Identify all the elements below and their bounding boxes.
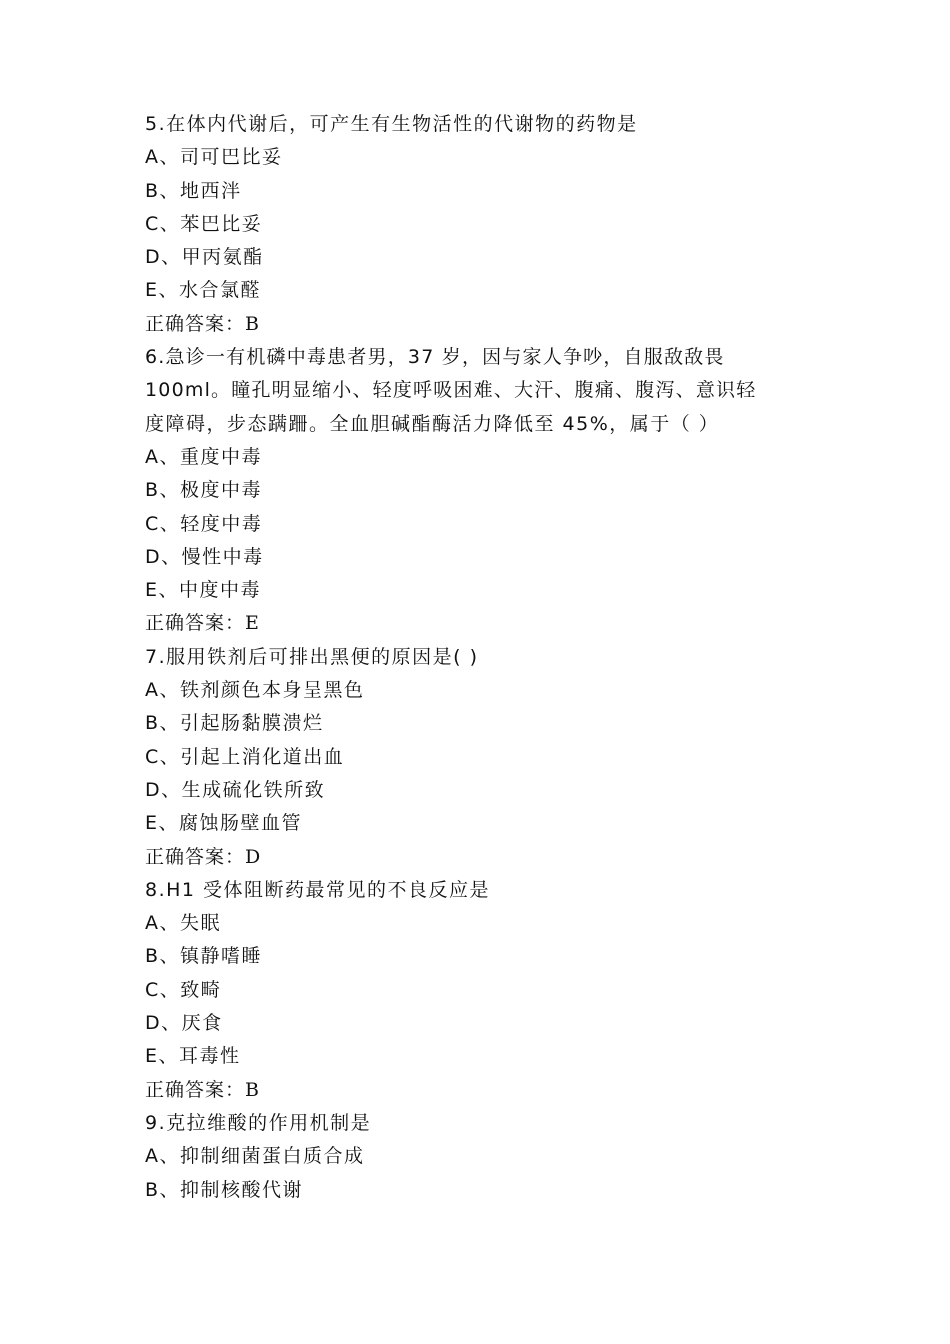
option-d: D、甲丙氨酯 (145, 246, 264, 269)
option-c: C、轻度中毒 (145, 512, 263, 535)
document-page (145, 108, 810, 1207)
option-a: A、铁剂颜色本身呈黑色 (145, 679, 365, 702)
question-stem: 8.H1 受体阻断药最常见的不良反应是 (145, 878, 491, 901)
question-stem: 5.在体内代谢后，可产生有生物活性的代谢物的药物是 (145, 113, 638, 135)
correct-answer: 正确答案：E (145, 612, 260, 635)
correct-answer: 正确答案：D (145, 845, 262, 868)
option-a: A、失眠 (145, 912, 221, 935)
option-b: B、地西泮 (145, 179, 242, 202)
option-c: C、苯巴比妥 (145, 212, 263, 235)
question-stem-line-2: 100ml。瞳孔明显缩小、轻度呼吸困难、大汗、腹痛、腹泻、意识轻 (145, 379, 757, 402)
question-9 (145, 1107, 810, 1207)
question-stem-line-1: 6.急诊一有机磷中毒患者男，37 岁，因与家人争吵，自服敌敌畏 (145, 346, 725, 369)
correct-answer: 正确答案：B (145, 312, 260, 335)
question-5 (145, 108, 810, 341)
option-c: C、致畸 (145, 978, 222, 1001)
option-e: E、中度中毒 (145, 579, 262, 602)
option-a: A、抑制细菌蛋白质合成 (145, 1145, 365, 1168)
option-e: E、耳毒性 (145, 1045, 241, 1068)
option-e: E、腐蚀肠壁血管 (145, 812, 303, 835)
option-a: A、司可巴比妥 (145, 146, 283, 169)
option-a: A、重度中毒 (145, 445, 262, 468)
correct-answer: 正确答案：B (145, 1078, 260, 1101)
question-stem-line-3: 度障碍，步态蹒跚。全血胆碱酯酶活力降低至 45%，属于（ ） (145, 412, 720, 435)
option-b: B、抑制核酸代谢 (145, 1178, 304, 1201)
option-b: B、镇静嗜睡 (145, 945, 263, 968)
option-e: E、水合氯醛 (145, 279, 262, 302)
option-b: B、引起肠黏膜溃烂 (145, 712, 324, 735)
question-6 (145, 341, 810, 641)
question-stem: 7.服用铁剂后可排出黑便的原因是( ) (145, 645, 479, 668)
question-8 (145, 874, 810, 1107)
question-stem: 9.克拉维酸的作用机制是 (145, 1111, 372, 1134)
option-c: C、引起上消化道出血 (145, 745, 345, 768)
option-b: B、极度中毒 (145, 479, 263, 502)
question-7 (145, 641, 810, 874)
option-d: D、慢性中毒 (145, 545, 264, 568)
option-d: D、厌食 (145, 1012, 223, 1035)
option-d: D、生成硫化铁所致 (145, 778, 326, 801)
